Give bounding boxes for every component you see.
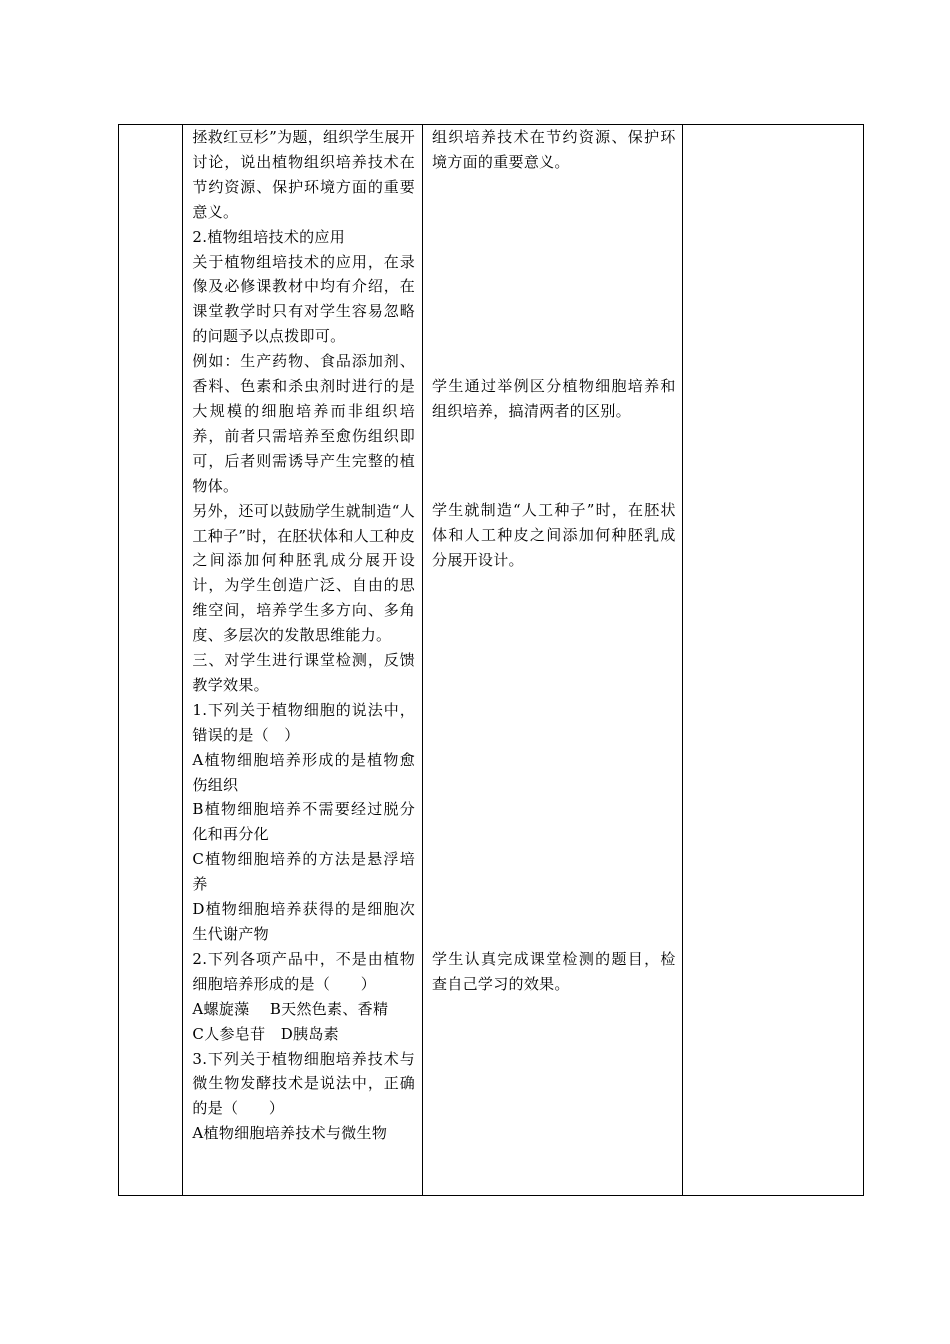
table-row [119,125,864,1196]
question-2-options-cd: C人参皂苷 D胰岛素 [192,1024,339,1043]
question-2: 2.下列各项产品中，不是由植物细胞培养形成的是（ ） [192,949,416,993]
teacher-paragraph: 三、对学生进行课堂检测，反馈教学效果。 [192,651,416,694]
question-1-option-c: C植物细胞培养的方法是悬浮培养 [192,850,416,894]
question-2-options-ab: A螺旋藻 B天然色素、香精 [192,999,389,1018]
teacher-paragraph: 关于植物组培技术的应用，在录像及必修课教材中均有介绍，在课堂教学时只有对学生容易忽略的问题予以点拨即可。 [192,252,416,346]
question-1: 1.下列关于植物细胞的说法中，错误的是（ ） [192,700,416,744]
teacher-paragraph: 2.植物组培技术的应用 [192,227,346,246]
section-cell [119,125,183,1196]
question-3-option-a: A植物细胞培养技术与微生物 [192,1124,388,1143]
question-3: 3.下列关于植物细胞培养技术与微生物发酵技术是说法中，正确的是（ ） [192,1049,416,1118]
lesson-plan-table [118,124,864,1196]
student-paragraph: 学生认真完成课堂检测的题目，检查自己学习的效果。 [432,950,676,993]
teacher-paragraph: 例如：生产药物、食品添加剂、香料、色素和杀虫剂时进行的是大规模的细胞培养而非组织培养，前者只需培养至愈伤组织即可，后者则需诱导产生完整的植物体。 [192,352,416,495]
question-1-option-d: D植物细胞培养获得的是细胞次生代谢产物 [192,900,416,943]
student-paragraph: 学生通过举例区分植物细胞培养和组织培养，搞清两者的区别。 [432,377,676,420]
question-1-option-a: A植物细胞培养形成的是植物愈伤组织 [192,750,416,794]
student-activity-cell [423,125,683,1196]
question-1-option-b: B植物细胞培养不需要经过脱分化和再分化 [192,800,416,844]
teacher-paragraph: 拯救红豆杉”为题，组织学生展开讨论，说出植物组织培养技术在节约资源、保护环境方面的重要意义。 [192,128,416,221]
teacher-paragraph: 另外，还可以鼓励学生就制造“人工种子”时，在胚状体和人工种皮之间添加何种胚乳成分展开设计，为学生创造广泛、自由的思维空间，培养学生多方向、多角度、多层次的发散思维能力。 [192,501,416,645]
design-intent-cell [682,125,863,1196]
student-paragraph: 组织培养技术在节约资源、保护环境方面的重要意义。 [432,128,676,171]
student-paragraph: 学生就制造“人工种子”时，在胚状体和人工种皮之间添加何种胚乳成分展开设计。 [432,501,676,569]
teacher-activity-cell [183,125,423,1196]
